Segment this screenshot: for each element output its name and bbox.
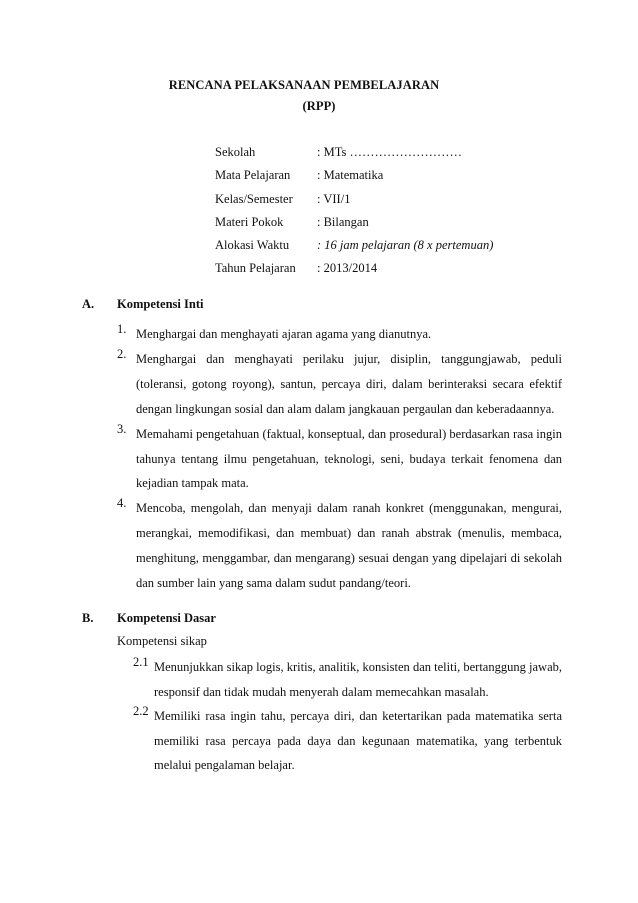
item-number: 2.2 (133, 704, 149, 719)
section-b-heading (82, 611, 216, 626)
section-title: Kompetensi Inti (117, 297, 204, 311)
item-text: Menunjukkan sikap logis, kritis, analitik, konsisten dan teliti, bertanggung jawab, responsif dan tidak mudah menyerah dalam memecahkan masalah. (154, 660, 562, 699)
list-item (117, 322, 562, 347)
section-title: Kompetensi Dasar (117, 611, 216, 625)
info-row-tahun-pelajaran (215, 260, 493, 283)
info-row-sekolah (215, 144, 493, 167)
list-item (117, 347, 562, 422)
info-value: : Bilangan (317, 214, 369, 229)
item-text: Menghargai dan menghayati ajaran agama yang dianutnya. (136, 327, 432, 341)
info-label: Sekolah (215, 145, 256, 159)
document-title: RENCANA PELAKSANAAN PEMBELAJARAN (168, 78, 440, 92)
item-number: 2. (117, 346, 127, 361)
list-item (117, 422, 562, 497)
list-item (133, 655, 562, 704)
identity-table (215, 144, 493, 284)
item-number: 1. (117, 322, 127, 336)
info-value: : 16 jam pelajaran (8 x pertemuan) (317, 238, 494, 253)
section-a-heading (82, 297, 203, 312)
list-item (117, 496, 562, 596)
info-row-alokasi-waktu (215, 237, 493, 260)
info-label: Tahun Pelajaran (215, 261, 296, 276)
info-row-materi-pokok (215, 214, 493, 237)
info-label: Materi Pokok (215, 214, 284, 229)
document-subtitle: (RPP) (302, 99, 336, 113)
info-value: : 2013/2014 (317, 261, 378, 276)
list-item (133, 704, 562, 778)
item-text: Memahami pengetahuan (faktual, konseptual, dan prosedural) berdasarkan rasa ingin tahunya tentang ilmu pengetahuan, teknologi, seni, budaya terkait fenomena dan kejadian tampak mata. (136, 426, 562, 491)
info-row-mata-pelajaran (215, 167, 493, 190)
info-label: Alokasi Waktu (215, 238, 290, 253)
kompetensi-inti-list (117, 322, 562, 596)
item-number: 2.1 (133, 655, 149, 669)
info-label: Mata Pelajaran (215, 168, 291, 183)
item-number: 3. (117, 421, 127, 436)
section-letter: B. (82, 611, 94, 625)
kompetensi-sikap-subheading: Kompetensi sikap (117, 634, 207, 648)
item-number: 4. (117, 496, 127, 511)
kompetensi-dasar-list (133, 655, 562, 778)
info-value: : Matematika (317, 168, 384, 183)
item-text: Memiliki rasa ingin tahu, percaya diri, dan ketertarikan pada matematika serta memiliki rasa percaya pada daya dan kegunaan matematika, yang terbentuk melalui pengalaman belajar. (154, 709, 562, 773)
info-row-kelas-semester (215, 191, 493, 214)
info-label: Kelas/Semester (215, 191, 293, 206)
section-letter: A. (82, 297, 95, 311)
info-value: : MTs ……………………… (317, 145, 462, 159)
item-text: Menghargai dan menghayati perilaku jujur, disiplin, tanggungjawab, peduli (toleransi, gotong royong), santun, percaya diri, dalam berinteraksi secara efektif dengan lingkungan sosial dan alam dalam jangkauan pergaulan dan keberadaannya. (136, 351, 562, 416)
info-value: : VII/1 (317, 191, 351, 206)
item-text: Mencoba, mengolah, dan menyaji dalam ranah konkret (menggunakan, mengurai, merangkai, memodifikasi, dan membuat) dan ranah abstrak (menulis, membaca, menghitung, menggambar, dan mengarang) sesuai dengan yang dipelajari di sekolah dan sumber lain yang sama dalam sudut pandang/teori. (136, 501, 562, 591)
